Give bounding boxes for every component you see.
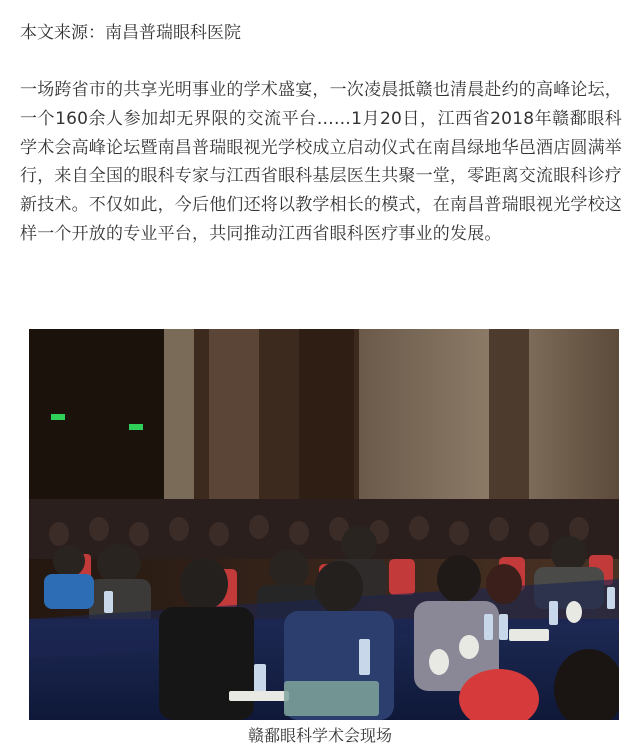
article-paragraph: 一场跨省市的共享光明事业的学术盛宴，一次凌晨抵赣也清晨赴约的高峰论坛，一个160余人参加却无界限的交流平台……1月20日，江西省2018年赣鄱眼科学术会高峰论坛暨南昌普瑞眼视光学校成立启动仪式在南昌绿地华邑酒店圆满举行，来自全国的眼科专家与江西省眼科基层医生共聚一堂，零距离交流眼科诊疗新技术。不仅如此，今后他们还将以教学相长的模式，在南昌普瑞眼视光学校这样一个开放的专业平台，共同推动江西省眼科医疗事业的发展。 <box>20 80 622 244</box>
conference-photo <box>29 329 619 720</box>
article-source: 本文来源：南昌普瑞眼科医院 <box>20 23 241 43</box>
photo-caption: 赣鄱眼科学术会现场 <box>247 726 392 745</box>
